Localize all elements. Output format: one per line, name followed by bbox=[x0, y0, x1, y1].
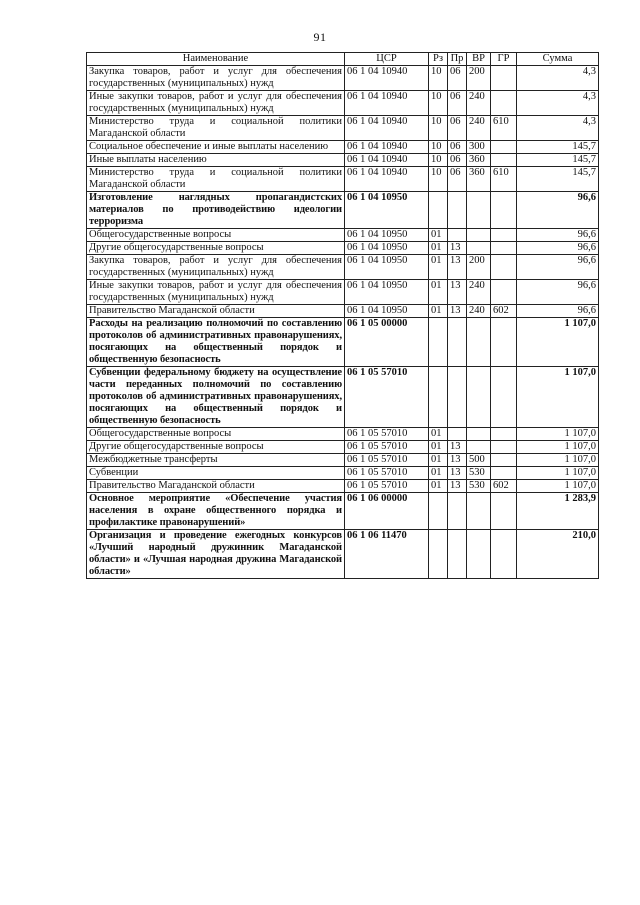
cell-rz: 01 bbox=[429, 467, 448, 480]
cell-vr bbox=[467, 367, 491, 428]
cell-csr: 06 1 04 10950 bbox=[345, 229, 429, 242]
cell-rz: 01 bbox=[429, 441, 448, 454]
cell-csr: 06 1 05 57010 bbox=[345, 467, 429, 480]
table-row bbox=[87, 480, 599, 493]
cell-vr bbox=[467, 530, 491, 579]
cell-sum: 4,3 bbox=[517, 66, 599, 91]
cell-gr bbox=[491, 91, 517, 116]
cell-sum: 1 107,0 bbox=[517, 367, 599, 428]
cell-vr: 200 bbox=[467, 66, 491, 91]
cell-vr: 530 bbox=[467, 480, 491, 493]
cell-csr: 06 1 04 10940 bbox=[345, 91, 429, 116]
cell-pr: 13 bbox=[448, 467, 467, 480]
cell-rz: 10 bbox=[429, 91, 448, 116]
cell-name: Расходы на реализацию полномочий по составлению протоколов об административных правонарушениях, посягающих на общественный порядок и общественную безопасность bbox=[87, 318, 345, 367]
cell-sum: 96,6 bbox=[517, 305, 599, 318]
cell-gr: 610 bbox=[491, 116, 517, 141]
table-row bbox=[87, 305, 599, 318]
cell-csr: 06 1 05 57010 bbox=[345, 454, 429, 467]
table-row bbox=[87, 66, 599, 91]
cell-gr bbox=[491, 255, 517, 280]
cell-gr bbox=[491, 192, 517, 229]
cell-pr: 06 bbox=[448, 91, 467, 116]
cell-rz: 10 bbox=[429, 141, 448, 154]
cell-csr: 06 1 04 10950 bbox=[345, 242, 429, 255]
table-row bbox=[87, 280, 599, 305]
cell-pr bbox=[448, 229, 467, 242]
header-sum: Сумма bbox=[517, 53, 599, 66]
cell-name: Социальное обеспечение и иные выплаты населению bbox=[87, 141, 345, 154]
cell-vr: 240 bbox=[467, 305, 491, 318]
cell-rz: 01 bbox=[429, 428, 448, 441]
cell-sum: 4,3 bbox=[517, 116, 599, 141]
cell-name: Правительство Магаданской области bbox=[87, 480, 345, 493]
cell-csr: 06 1 06 11470 bbox=[345, 530, 429, 579]
table-row bbox=[87, 116, 599, 141]
cell-rz: 01 bbox=[429, 305, 448, 318]
cell-gr: 602 bbox=[491, 305, 517, 318]
cell-vr bbox=[467, 318, 491, 367]
cell-pr: 06 bbox=[448, 167, 467, 192]
cell-csr: 06 1 05 57010 bbox=[345, 441, 429, 454]
cell-csr: 06 1 04 10940 bbox=[345, 66, 429, 91]
cell-gr bbox=[491, 229, 517, 242]
table-row bbox=[87, 441, 599, 454]
cell-gr bbox=[491, 280, 517, 305]
table-row bbox=[87, 154, 599, 167]
header-vr: ВР bbox=[467, 53, 491, 66]
cell-name: Другие общегосударственные вопросы bbox=[87, 441, 345, 454]
cell-rz: 01 bbox=[429, 229, 448, 242]
cell-vr bbox=[467, 229, 491, 242]
cell-name: Общегосударственные вопросы bbox=[87, 229, 345, 242]
cell-csr: 06 1 04 10940 bbox=[345, 167, 429, 192]
table-row bbox=[87, 192, 599, 229]
cell-sum: 96,6 bbox=[517, 280, 599, 305]
cell-name: Министерство труда и социальной политики Магаданской области bbox=[87, 167, 345, 192]
cell-sum: 96,6 bbox=[517, 192, 599, 229]
cell-vr: 530 bbox=[467, 467, 491, 480]
cell-vr bbox=[467, 493, 491, 530]
cell-sum: 145,7 bbox=[517, 154, 599, 167]
cell-rz: 10 bbox=[429, 66, 448, 91]
cell-gr bbox=[491, 454, 517, 467]
cell-pr: 06 bbox=[448, 154, 467, 167]
cell-name: Иные закупки товаров, работ и услуг для обеспечения государственных (муниципальных) нужд bbox=[87, 280, 345, 305]
cell-pr: 13 bbox=[448, 441, 467, 454]
cell-name: Изготовление наглядных пропагандистских материалов по противодействию идеологии терроризма bbox=[87, 192, 345, 229]
cell-name: Организация и проведение ежегодных конкурсов «Лучший народный дружинник Магаданской области» и «Лучшая народная дружина Магаданской области» bbox=[87, 530, 345, 579]
table-row bbox=[87, 454, 599, 467]
cell-vr bbox=[467, 428, 491, 441]
cell-rz: 01 bbox=[429, 480, 448, 493]
cell-gr bbox=[491, 367, 517, 428]
cell-gr bbox=[491, 493, 517, 530]
cell-name: Общегосударственные вопросы bbox=[87, 428, 345, 441]
cell-csr: 06 1 04 10950 bbox=[345, 255, 429, 280]
cell-gr: 610 bbox=[491, 167, 517, 192]
cell-gr bbox=[491, 467, 517, 480]
cell-gr bbox=[491, 154, 517, 167]
cell-vr: 500 bbox=[467, 454, 491, 467]
cell-pr bbox=[448, 530, 467, 579]
header-pr: Пр bbox=[448, 53, 467, 66]
cell-csr: 06 1 05 57010 bbox=[345, 480, 429, 493]
header-rz: Рз bbox=[429, 53, 448, 66]
cell-name: Иные закупки товаров, работ и услуг для обеспечения государственных (муниципальных) нужд bbox=[87, 91, 345, 116]
table-row bbox=[87, 255, 599, 280]
cell-sum: 96,6 bbox=[517, 255, 599, 280]
cell-pr: 13 bbox=[448, 480, 467, 493]
cell-pr: 06 bbox=[448, 116, 467, 141]
cell-name: Министерство труда и социальной политики Магаданской области bbox=[87, 116, 345, 141]
cell-vr bbox=[467, 441, 491, 454]
cell-vr: 240 bbox=[467, 280, 491, 305]
table-row bbox=[87, 229, 599, 242]
table-row bbox=[87, 141, 599, 154]
cell-vr: 300 bbox=[467, 141, 491, 154]
cell-pr: 13 bbox=[448, 305, 467, 318]
cell-name: Субвенции федеральному бюджету на осуществление части переданных полномочий по составлению протоколов об административных правонарушениях, посягающих на общественный порядок и общественную безопасность bbox=[87, 367, 345, 428]
cell-pr: 13 bbox=[448, 242, 467, 255]
cell-pr bbox=[448, 493, 467, 530]
cell-csr: 06 1 04 10940 bbox=[345, 141, 429, 154]
header-gr: ГР bbox=[491, 53, 517, 66]
cell-rz: 01 bbox=[429, 255, 448, 280]
cell-rz bbox=[429, 318, 448, 367]
table-body bbox=[87, 66, 599, 579]
cell-vr bbox=[467, 242, 491, 255]
cell-pr bbox=[448, 192, 467, 229]
cell-csr: 06 1 04 10950 bbox=[345, 192, 429, 229]
cell-pr: 06 bbox=[448, 66, 467, 91]
cell-sum: 1 107,0 bbox=[517, 318, 599, 367]
cell-name: Правительство Магаданской области bbox=[87, 305, 345, 318]
cell-gr bbox=[491, 530, 517, 579]
cell-sum: 1 107,0 bbox=[517, 441, 599, 454]
cell-pr bbox=[448, 318, 467, 367]
cell-gr bbox=[491, 242, 517, 255]
table-row bbox=[87, 167, 599, 192]
cell-rz bbox=[429, 192, 448, 229]
cell-gr bbox=[491, 441, 517, 454]
cell-name: Субвенции bbox=[87, 467, 345, 480]
cell-vr bbox=[467, 192, 491, 229]
header-name: Наименование bbox=[87, 53, 345, 66]
cell-sum: 96,6 bbox=[517, 229, 599, 242]
cell-name: Межбюджетные трансферты bbox=[87, 454, 345, 467]
budget-table bbox=[86, 52, 599, 579]
cell-vr: 360 bbox=[467, 167, 491, 192]
page-number: 91 bbox=[313, 30, 327, 44]
cell-pr: 13 bbox=[448, 280, 467, 305]
cell-name: Закупка товаров, работ и услуг для обеспечения государственных (муниципальных) нужд bbox=[87, 66, 345, 91]
cell-csr: 06 1 04 10950 bbox=[345, 280, 429, 305]
cell-pr: 06 bbox=[448, 141, 467, 154]
cell-pr: 13 bbox=[448, 454, 467, 467]
cell-rz: 10 bbox=[429, 116, 448, 141]
cell-vr: 240 bbox=[467, 116, 491, 141]
cell-csr: 06 1 04 10950 bbox=[345, 305, 429, 318]
cell-gr bbox=[491, 318, 517, 367]
table-row bbox=[87, 428, 599, 441]
cell-name: Основное мероприятие «Обеспечение участия населения в охране общественного порядка и профилактике правонарушений» bbox=[87, 493, 345, 530]
cell-sum: 4,3 bbox=[517, 91, 599, 116]
cell-pr bbox=[448, 367, 467, 428]
cell-vr: 200 bbox=[467, 255, 491, 280]
cell-sum: 1 107,0 bbox=[517, 454, 599, 467]
cell-name: Закупка товаров, работ и услуг для обеспечения государственных (муниципальных) нужд bbox=[87, 255, 345, 280]
table-header-row bbox=[87, 53, 599, 66]
cell-sum: 145,7 bbox=[517, 167, 599, 192]
cell-rz bbox=[429, 367, 448, 428]
table-row bbox=[87, 467, 599, 480]
cell-rz bbox=[429, 493, 448, 530]
cell-gr bbox=[491, 66, 517, 91]
cell-csr: 06 1 05 00000 bbox=[345, 318, 429, 367]
cell-sum: 1 283,9 bbox=[517, 493, 599, 530]
cell-vr: 360 bbox=[467, 154, 491, 167]
cell-rz bbox=[429, 530, 448, 579]
cell-rz: 10 bbox=[429, 154, 448, 167]
cell-sum: 145,7 bbox=[517, 141, 599, 154]
cell-gr bbox=[491, 428, 517, 441]
table-row bbox=[87, 530, 599, 579]
cell-rz: 01 bbox=[429, 242, 448, 255]
cell-csr: 06 1 06 00000 bbox=[345, 493, 429, 530]
cell-sum: 1 107,0 bbox=[517, 467, 599, 480]
cell-rz: 01 bbox=[429, 280, 448, 305]
cell-vr: 240 bbox=[467, 91, 491, 116]
table-row bbox=[87, 493, 599, 530]
table-row bbox=[87, 367, 599, 428]
cell-csr: 06 1 05 57010 bbox=[345, 428, 429, 441]
cell-rz: 01 bbox=[429, 454, 448, 467]
cell-csr: 06 1 04 10940 bbox=[345, 116, 429, 141]
cell-sum: 210,0 bbox=[517, 530, 599, 579]
header-csr: ЦСР bbox=[345, 53, 429, 66]
cell-gr: 602 bbox=[491, 480, 517, 493]
cell-rz: 10 bbox=[429, 167, 448, 192]
table-row bbox=[87, 91, 599, 116]
cell-sum: 1 107,0 bbox=[517, 428, 599, 441]
cell-name: Другие общегосударственные вопросы bbox=[87, 242, 345, 255]
cell-name: Иные выплаты населению bbox=[87, 154, 345, 167]
table-row bbox=[87, 318, 599, 367]
cell-sum: 96,6 bbox=[517, 242, 599, 255]
table-row bbox=[87, 242, 599, 255]
cell-csr: 06 1 04 10940 bbox=[345, 154, 429, 167]
cell-pr bbox=[448, 428, 467, 441]
cell-gr bbox=[491, 141, 517, 154]
cell-sum: 1 107,0 bbox=[517, 480, 599, 493]
cell-csr: 06 1 05 57010 bbox=[345, 367, 429, 428]
cell-pr: 13 bbox=[448, 255, 467, 280]
